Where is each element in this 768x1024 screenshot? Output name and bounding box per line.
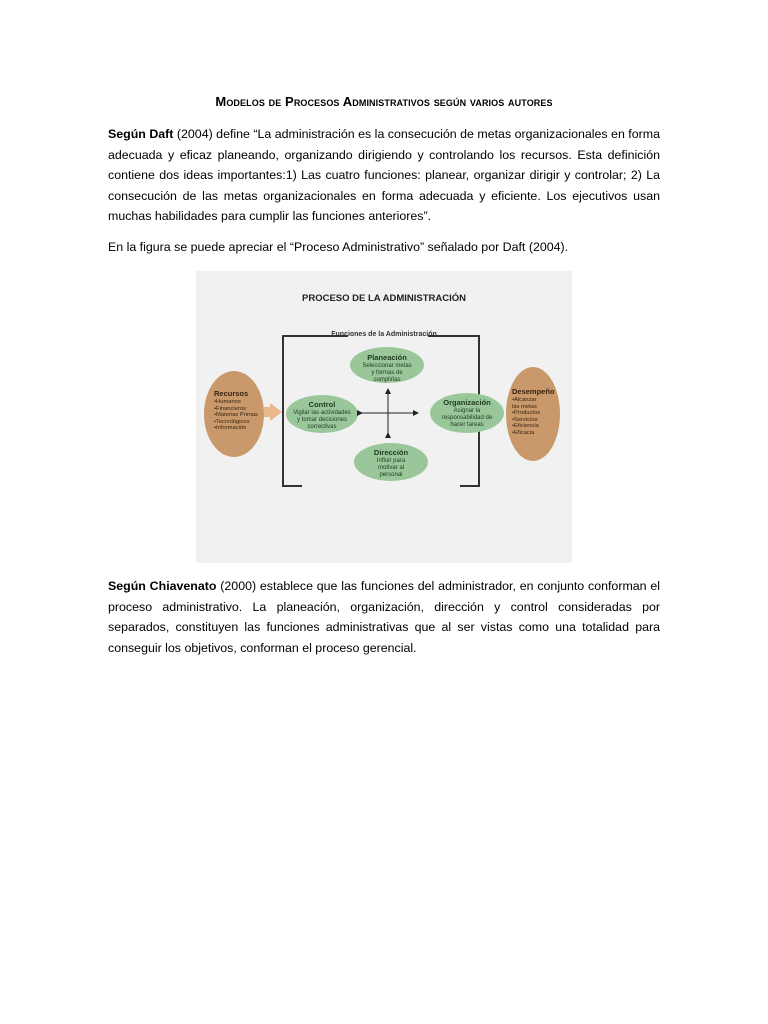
paragraph-chiavenato bbox=[108, 576, 660, 658]
desempeno-item: las metas bbox=[512, 403, 537, 410]
direccion-title: Dirección bbox=[373, 448, 409, 457]
author-daft: Según Daft bbox=[108, 127, 174, 141]
cross-arrows-icon bbox=[356, 387, 420, 439]
page-title: Modelos de Procesos Administrativos según varios autores bbox=[215, 94, 553, 109]
recursos-item: •Financieros bbox=[214, 405, 246, 412]
paragraph-figure-intro: En la figura se puede apreciar el “Proceso Administrativo” señalado por Daft (2004). bbox=[108, 240, 569, 254]
desempeno-title: Desempeño bbox=[512, 387, 555, 396]
author-chiavenato: Según Chiavenato bbox=[108, 579, 217, 593]
figure-title: PROCESO DE LA ADMINISTRACIÓN bbox=[302, 293, 466, 304]
recursos-item: •Humanos bbox=[214, 399, 241, 405]
process-figure bbox=[196, 271, 572, 563]
organizacion-desc: Asignar la responsabilidad de hacer tareas bbox=[441, 408, 493, 428]
desempeno-item: •Alcanzar bbox=[512, 397, 537, 403]
frame-label: Funciones de la Administración bbox=[331, 331, 437, 338]
recursos-item: •Materias Primas bbox=[214, 412, 258, 419]
control-oval bbox=[286, 395, 358, 433]
organizacion-title: Organización bbox=[443, 398, 491, 407]
planeacion-oval bbox=[350, 347, 424, 383]
desempeno-item: •Servicios bbox=[512, 416, 538, 423]
recursos-item: •Tecnológicos bbox=[214, 418, 250, 425]
organizacion-oval bbox=[430, 393, 504, 433]
planeacion-desc: Seleccionar metas y formas de cumplirlas bbox=[362, 363, 412, 383]
paragraph-daft bbox=[108, 124, 660, 227]
paragraph-chiavenato-text: (2000) establece que las funciones del administrador, en conjunto conforman el proceso administrativo. La planeación, organización, dirección y control consideradas por separados, constituyen las funciones administrativas que al ser vistas como una totalidad para conseguir los objetivos, conforman el proceso gerencial. bbox=[108, 579, 661, 655]
recursos-title: Recursos bbox=[214, 389, 249, 398]
recursos-oval bbox=[204, 371, 264, 457]
direccion-desc: Influir para motivar al personal bbox=[376, 458, 406, 478]
control-desc: Vigilar las actividades y tomar decisiones correctivas bbox=[293, 410, 351, 430]
desempeno-item: •Productos bbox=[512, 410, 541, 417]
desempeno-item: •Eficiencia bbox=[512, 423, 539, 430]
input-arrow-head bbox=[270, 403, 282, 421]
control-title: Control bbox=[308, 400, 336, 409]
recursos-item: •Información bbox=[214, 425, 247, 432]
desempeno-oval bbox=[506, 367, 560, 461]
planeacion-title: Planeación bbox=[367, 353, 407, 362]
direccion-oval bbox=[354, 443, 428, 481]
desempeno-item: •Eficacia bbox=[512, 429, 535, 436]
paragraph-daft-text: (2004) define “La administración es la consecución de metas organizacionales en forma adecuada y eficaz planeando, organizando dirigiendo y controlando los recursos. Esta definición contiene dos ideas importantes:1) Las cuatro funciones: planear, organizar dirigir y controlar; 2) La consecución de las metas organizacionales en forma adecuada y eficiente. Los ejecutivos usan muchas habilidades para cumplir las funciones anteriores”. bbox=[108, 127, 660, 224]
